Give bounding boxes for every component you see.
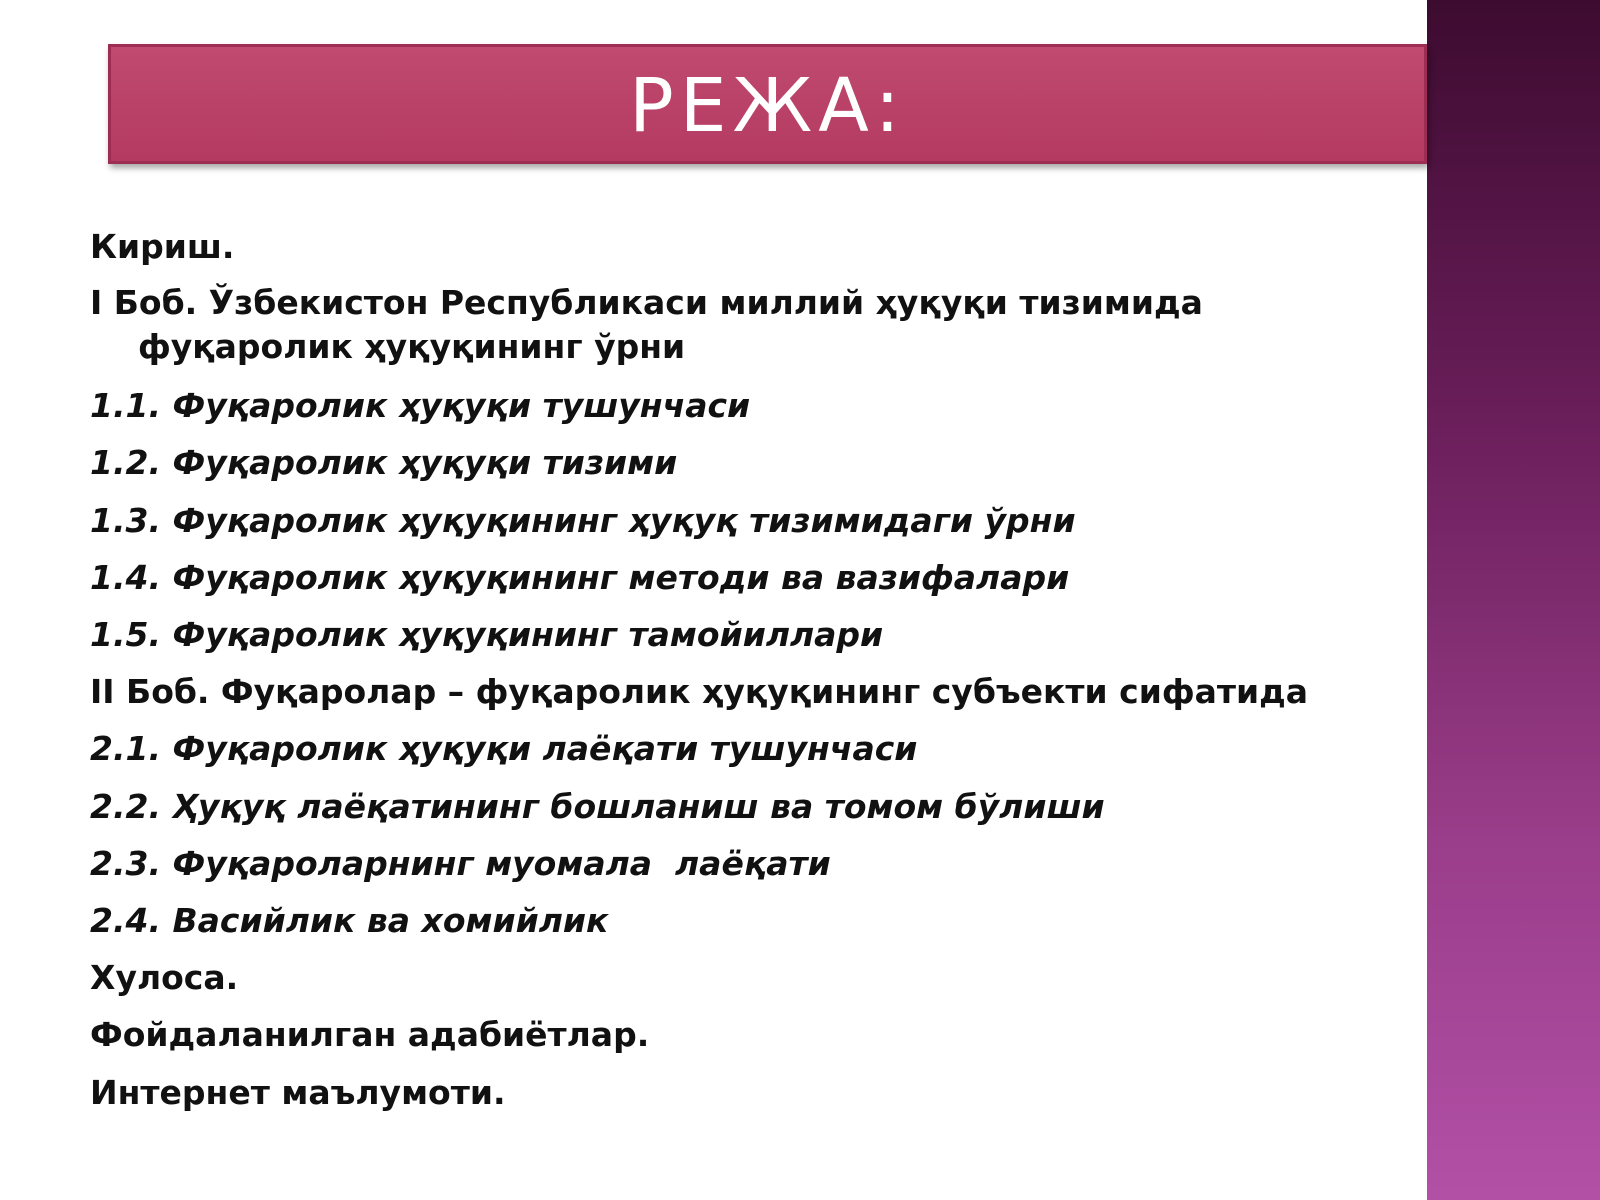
decorative-side-bar xyxy=(1427,0,1600,1200)
outline-item-1-1: 1.1. Фуқаролик ҳуқуқи тушунчаси xyxy=(90,386,751,426)
outline-item-2-3: 2.3. Фуқароларнинг муомала лаёқати xyxy=(90,843,831,883)
outline-list xyxy=(90,218,1410,1121)
slide-title: РЕЖА: xyxy=(629,63,906,149)
title-banner xyxy=(108,44,1427,164)
outline-item-conclusion: Хулоса. xyxy=(90,958,239,998)
outline-item-1-3: 1.3. Фуқаролик ҳуқуқининг ҳуқуқ тизимидаги ўрни xyxy=(90,500,1076,540)
outline-item-intro: Кириш. xyxy=(90,227,235,266)
outline-item-2-2: 2.2. Ҳуқуқ лаёқатининг бошланиш ва томом бўлиши xyxy=(90,786,1105,826)
outline-item-1-4: 1.4. Фуқаролик ҳуқуқининг методи ва вазифалари xyxy=(90,557,1070,597)
outline-item-chapter-2: II Боб. Фуқаролар – фуқаролик ҳуқуқининг субъекти сифатида xyxy=(90,672,1309,712)
outline-item-internet: Интернет маълумоти. xyxy=(90,1072,506,1112)
outline-item-references: Фойдаланилган адабиётлар. xyxy=(90,1015,650,1055)
outline-item-2-4: 2.4. Васийлик ва хомийлик xyxy=(90,901,609,941)
outline-item-chapter-1: I Боб. Ўзбекистон Республикаси миллий ҳуқуқи тизимида фуқаролик ҳуқуқининг ўрни xyxy=(90,283,1203,367)
outline-item-1-2: 1.2. Фуқаролик ҳуқуқи тизими xyxy=(90,443,678,483)
outline-item-2-1: 2.1. Фуқаролик ҳуқуқи лаёқати тушунчаси xyxy=(90,729,918,769)
outline-item-1-5: 1.5. Фуқаролик ҳуқуқининг тамойиллари xyxy=(90,615,884,655)
